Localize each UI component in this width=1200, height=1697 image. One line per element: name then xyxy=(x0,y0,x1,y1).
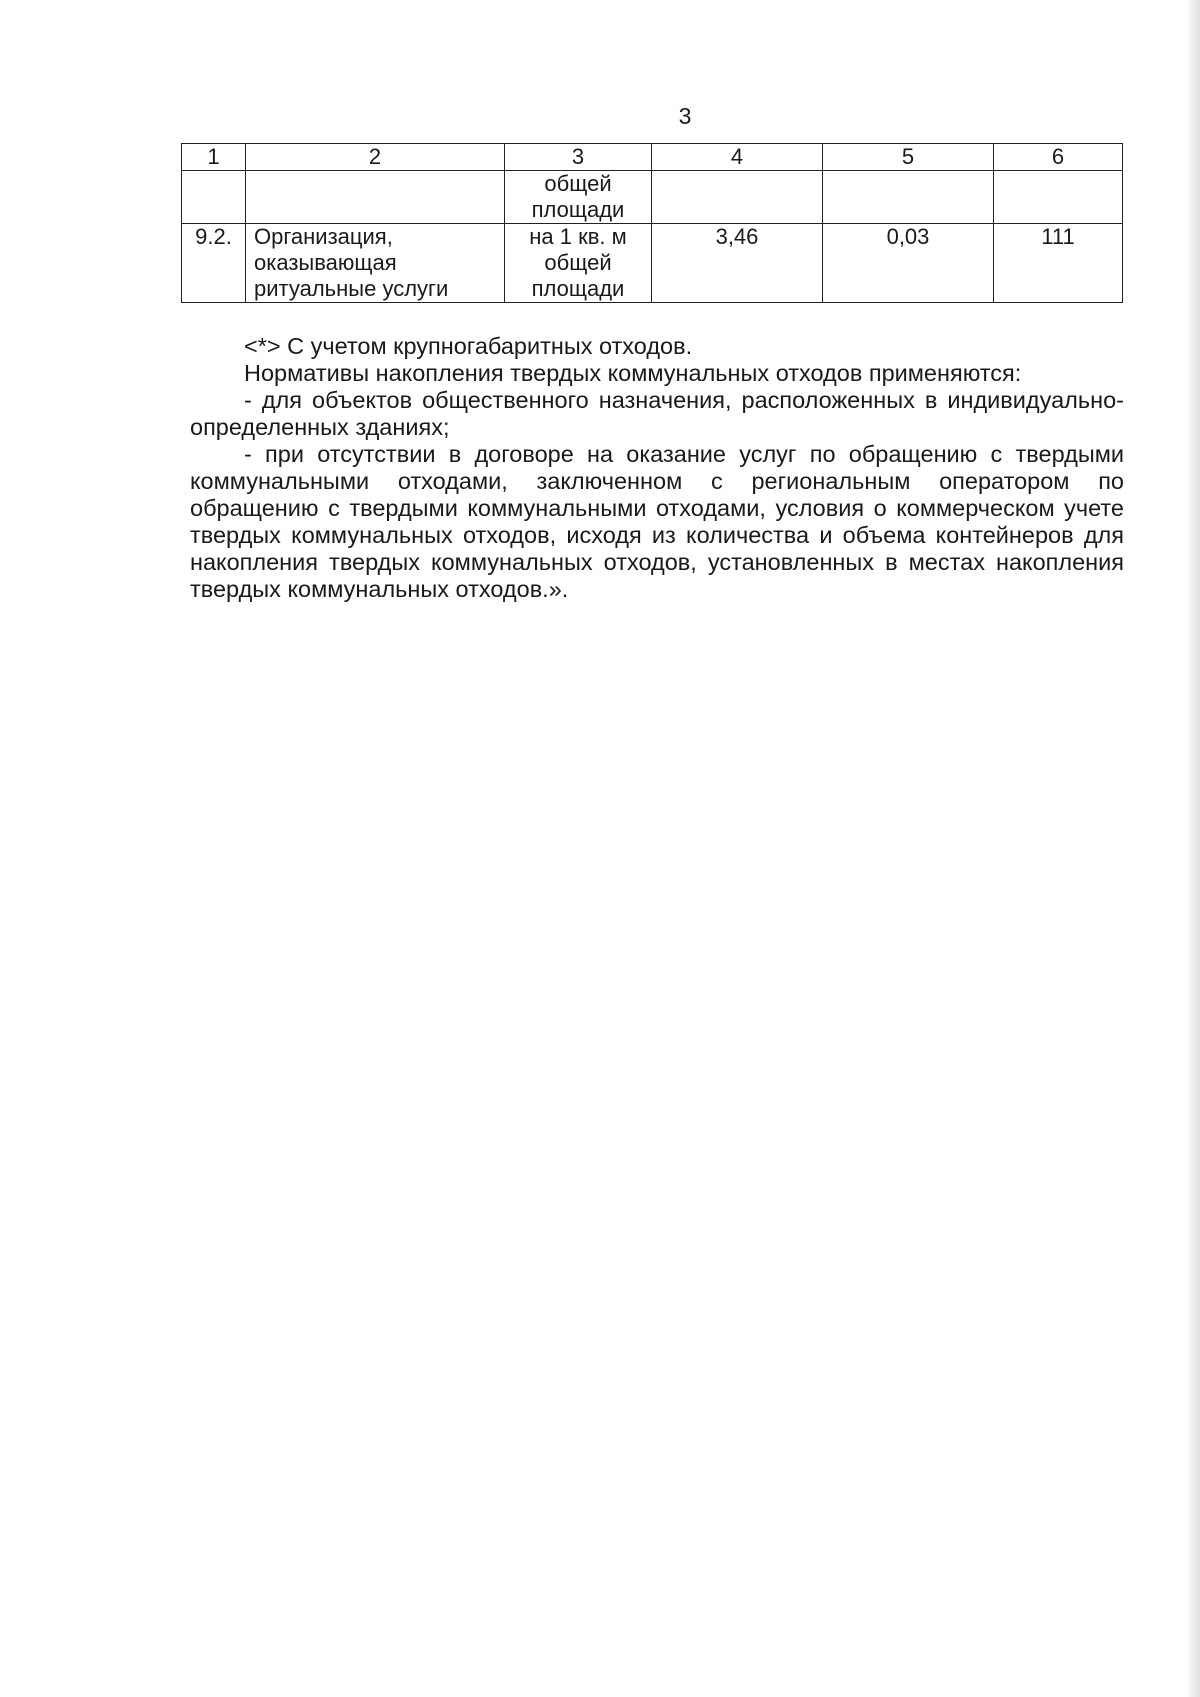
cell-unit xyxy=(505,171,652,224)
cell-category xyxy=(246,224,505,303)
cell-unit-line: общей xyxy=(544,171,612,196)
cell-category-line: Организация, xyxy=(254,224,393,249)
footnote: <*> С учетом крупногабаритных отходов. xyxy=(244,333,693,359)
cell-value-6 xyxy=(994,171,1123,224)
cell-unit-line: общей xyxy=(544,250,612,275)
cell-value-5: 0,03 xyxy=(823,224,994,303)
cell-unit-line: площади xyxy=(531,197,625,222)
intro-paragraph: Нормативы накопления твердых коммунальных отходов применяются: xyxy=(244,360,1022,386)
header-cell-3: 3 xyxy=(505,144,652,171)
page-number: 3 xyxy=(678,103,692,129)
cell-number xyxy=(182,171,246,224)
cell-value-4: 3,46 xyxy=(652,224,823,303)
table-row xyxy=(182,171,1123,224)
cell-unit-line: на 1 кв. м xyxy=(529,224,627,249)
scan-page-edge xyxy=(1186,0,1200,1697)
header-cell-4: 4 xyxy=(652,144,823,171)
cell-category-line: ритуальные услуги xyxy=(254,276,449,301)
table-row xyxy=(182,224,1123,303)
list-item-1: - для объектов общественного назначения, расположенных в индивидуально-определенных зданиях; xyxy=(190,387,1124,440)
table-header-row xyxy=(182,144,1123,171)
cell-category-line: оказывающая xyxy=(254,250,397,275)
cell-unit-line: площади xyxy=(531,276,625,301)
header-cell-1: 1 xyxy=(182,144,246,171)
header-cell-6: 6 xyxy=(994,144,1123,171)
list-item-2: - при отсутствии в договоре на оказание услуг по обращению с твердыми коммунальными отходами, заключенном с региональным оператором по обращению с твердыми коммунальными отходами, условия о коммерческом учете твердых коммунальных отходов, исходя из количества и объема контейнеров для накопления твердых коммунальных отходов, установленных в местах накопления твердых коммунальных отходов.». xyxy=(190,441,1124,602)
cell-number: 9.2. xyxy=(182,224,246,303)
cell-value-5 xyxy=(823,171,994,224)
cell-category xyxy=(246,171,505,224)
header-cell-2: 2 xyxy=(246,144,505,171)
cell-unit xyxy=(505,224,652,303)
cell-value-6: 111 xyxy=(994,224,1123,303)
body-text xyxy=(190,333,1124,603)
norms-table xyxy=(181,143,1123,303)
header-cell-5: 5 xyxy=(823,144,994,171)
cell-value-4 xyxy=(652,171,823,224)
